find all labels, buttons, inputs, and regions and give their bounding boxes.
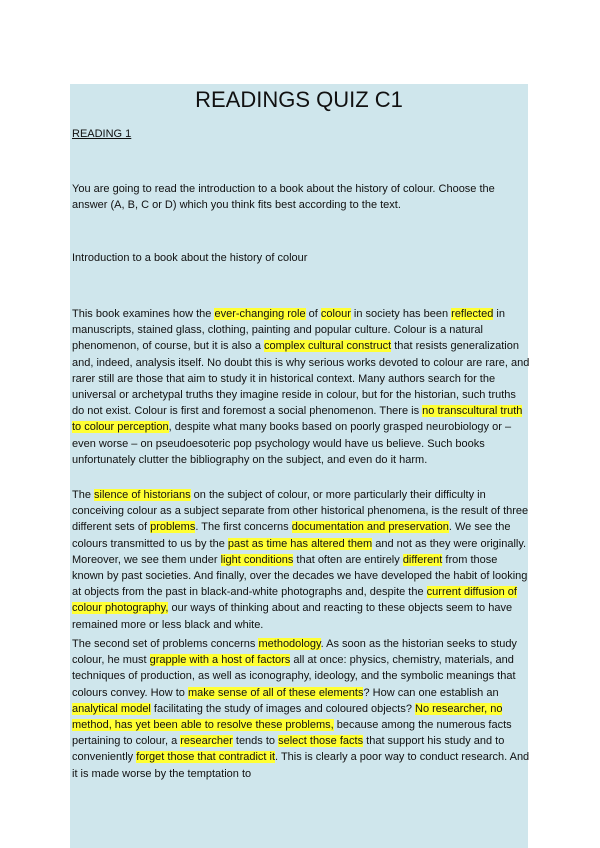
text-run: ? How can one establish an bbox=[363, 686, 499, 699]
highlighted-phrase: light conditions bbox=[220, 553, 294, 566]
text-run: that often are entirely bbox=[293, 553, 403, 566]
text-run: . As soon as the historian seeks to study colour, he must bbox=[72, 638, 517, 667]
highlighted-phrase: ever-changing role bbox=[214, 308, 306, 320]
text-run: that resists generalization and, indeed, analysis itself. No doubt this is why serious works devoted to colour are rare, and rarer still are those that aim to study it in historical context. Many authors search for the universal or archetypal truths they imagine reside in colour, but for the historian, such truths do not exist. Colour is first and foremost a social phenomenon. There is bbox=[72, 340, 530, 418]
highlighted-phrase: problems bbox=[150, 521, 196, 534]
text-run: , despite what many books based on poorly grasped neurobiology or – even worse – on pseudoesoteric pop psychology would have us believe. Such books unfortunately clutter the bibliography on the subject, and even do it harm. bbox=[72, 421, 512, 466]
text-run: in manuscripts, stained glass, clothing, painting and popular culture. Colour is a natural phenomenon, of course, but it is also a bbox=[72, 308, 505, 353]
text-run: facilitating the study of images and coloured objects? bbox=[150, 702, 416, 715]
text-run: The second set of problems concerns bbox=[72, 638, 259, 650]
highlighted-phrase: colour bbox=[320, 308, 351, 320]
highlighted-phrase: reflected bbox=[451, 308, 494, 320]
highlighted-phrase: analytical model bbox=[72, 702, 151, 715]
text-run: . We see the colours transmitted to us by the bbox=[72, 521, 511, 550]
highlighted-phrase: methodology bbox=[258, 638, 321, 650]
highlighted-phrase: No researcher, no method, has yet been able to resolve these problems, bbox=[72, 702, 503, 732]
text-run: from those known by past societies. And finally, over the decades we have developed the habit of looking at objects from the past in black-and-white photographs and, despite the bbox=[72, 553, 528, 599]
text-run: This book examines how the bbox=[72, 308, 215, 320]
highlighted-phrase: grapple with a host of factors bbox=[149, 654, 291, 667]
text-title: Introduction to a book about the history of colour bbox=[72, 252, 308, 264]
highlighted-phrase: complex cultural construct bbox=[264, 340, 392, 353]
highlighted-phrase: silence of historians bbox=[94, 489, 191, 501]
text-run: in society has been bbox=[350, 308, 452, 320]
text-run: that support his study and to conveniently bbox=[72, 735, 505, 764]
highlighted-phrase: no transcultural truth to colour perception bbox=[72, 405, 523, 434]
text-run: all at once: physics, chemistry, materials, and techniques of production, as well as iconography, ideology, and the symbolic meanings that colours convey. How to bbox=[72, 654, 516, 699]
page-title: READINGS QUIZ C1 bbox=[195, 87, 403, 112]
highlighted-phrase: current diffusion of colour photography, bbox=[72, 586, 517, 615]
highlighted-phrase: past as time has altered them bbox=[227, 537, 373, 550]
text-run: because among the numerous facts pertaining to colour, a bbox=[72, 719, 512, 748]
highlighted-phrase: different bbox=[402, 553, 443, 566]
text-run: of bbox=[305, 308, 321, 320]
text-run: on the subject of colour, or more particularly their difficulty in conceiving colour as a subject separate from other historical phenomena, is the result of three different sets of bbox=[72, 489, 529, 534]
paragraph-2 bbox=[72, 487, 530, 633]
text-run: tends to bbox=[232, 735, 279, 748]
text-run: and not as they were originally. Moreover, we see them under bbox=[72, 537, 527, 566]
highlighted-phrase: forget those that contradict it bbox=[136, 751, 276, 764]
text-run: our ways of thinking about and reacting to these objects seem to have remained more or less black and white. bbox=[72, 602, 513, 631]
highlighted-phrase: researcher bbox=[180, 735, 233, 748]
highlighted-phrase: select those facts bbox=[278, 735, 364, 748]
instructions-text: You are going to read the introduction to a book about the history of colour. Choose the answer (A, B, C or D) which you think fits best according to the text. bbox=[72, 183, 495, 212]
text-run: . This is clearly a poor way to conduct research. And it is made worse by the temptation to bbox=[72, 751, 530, 780]
section-heading: READING 1 bbox=[72, 128, 132, 140]
highlighted-phrase: make sense of all of these elements bbox=[187, 686, 364, 699]
text-run: The bbox=[72, 489, 95, 501]
paragraph-1 bbox=[72, 306, 530, 468]
highlighted-phrase: documentation and preservation bbox=[291, 521, 449, 534]
text-run: . The first concerns bbox=[195, 521, 292, 534]
paragraph-3 bbox=[72, 636, 530, 782]
